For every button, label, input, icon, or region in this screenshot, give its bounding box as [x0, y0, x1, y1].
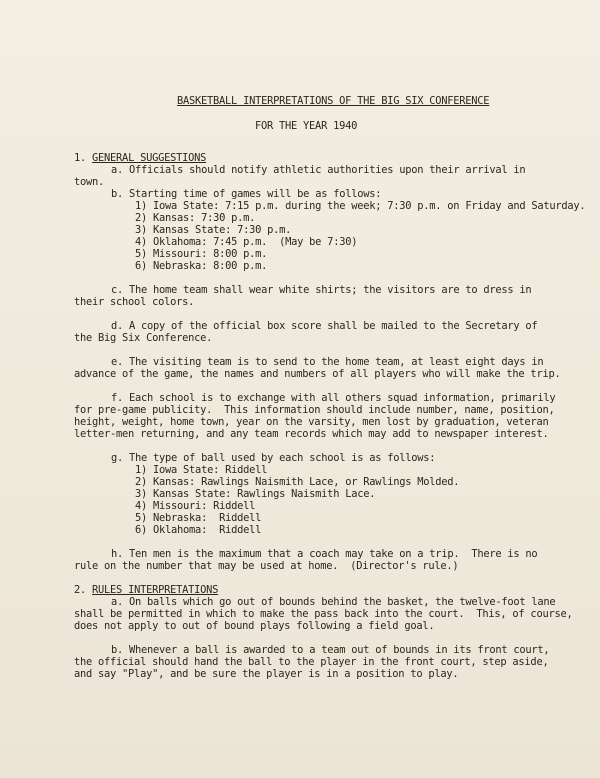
ball-type-item: 4) Missouri: Riddell [135, 500, 256, 512]
item-1a-line-1: a. Officials should notify athletic authorities upon their arrival in [111, 164, 526, 176]
item-1c-line-1: c. The home team shall wear white shirts; the visitors are to dress in [111, 284, 532, 296]
item-1g-intro: g. The type of ball used by each school is as follows: [111, 452, 436, 464]
item-2a-line-3: does not apply to out of bound plays following a field goal. [74, 620, 435, 632]
item-1f-line-1: f. Each school is to exchange with all others squad information, primarily [111, 392, 556, 404]
item-2b-line-2: the official should hand the ball to the player in the front court, step aside, [74, 656, 549, 668]
item-1f-line-2: for pre-game publicity. This information should include number, name, position, [74, 404, 555, 416]
document-subtitle: FOR THE YEAR 1940 [255, 120, 358, 132]
item-1c-line-2: their school colors. [74, 296, 195, 308]
ball-type-item: 6) Oklahoma: Riddell [135, 524, 262, 536]
start-time-item: 1) Iowa State: 7:15 p.m. during the week; 7:30 p.m. on Friday and Saturday. [135, 200, 586, 212]
item-1a-line-2: town. [74, 176, 105, 188]
item-1e-line-2: advance of the game, the names and numbers of all players who will make the trip. [74, 368, 561, 380]
section-1-heading [74, 152, 206, 164]
item-2a-line-2: shall be permitted in which to make the pass back into the court. This, of course, [74, 608, 573, 620]
item-2a-line-1: a. On balls which go out of bounds behind the basket, the twelve-foot lane [111, 596, 556, 608]
item-1h-line-1: h. Ten men is the maximum that a coach may take on a trip. There is no [111, 548, 538, 560]
section-1-number: 1. [74, 152, 93, 164]
item-1d-line-1: d. A copy of the official box score shall be mailed to the Secretary of [111, 320, 538, 332]
ball-type-item: 2) Kansas: Rawlings Naismith Lace, or Rawlings Molded. [135, 476, 460, 488]
ball-type-item: 5) Nebraska: Riddell [135, 512, 262, 524]
start-time-item: 2) Kansas: 7:30 p.m. [135, 212, 256, 224]
section-1-title: GENERAL SUGGESTIONS [92, 152, 207, 164]
document-title: BASKETBALL INTERPRETATIONS OF THE BIG SIX CONFERENCE [177, 95, 490, 107]
ball-type-item: 3) Kansas State: Rawlings Naismith Lace. [135, 488, 376, 500]
section-2-number: 2. [74, 584, 93, 596]
start-time-item: 4) Oklahoma: 7:45 p.m. (May be 7:30) [135, 236, 358, 248]
start-time-item: 6) Nebraska: 8:00 p.m. [135, 260, 268, 272]
item-2b-line-1: b. Whenever a ball is awarded to a team out of bounds in its front court, [111, 644, 550, 656]
item-1d-line-2: the Big Six Conference. [74, 332, 213, 344]
item-1h-line-2: rule on the number that may be used at home. (Director's rule.) [74, 560, 459, 572]
item-1b-intro: b. Starting time of games will be as follows: [111, 188, 382, 200]
item-1f-line-3: height, weight, home town, year on the varsity, men lost by graduation, veteran [74, 416, 549, 428]
start-time-item: 5) Missouri: 8:00 p.m. [135, 248, 268, 260]
ball-type-item: 1) Iowa State: Riddell [135, 464, 268, 476]
section-2-title: RULES INTERPRETATIONS [92, 584, 219, 596]
item-1f-line-4: letter-men returning, and any team records which may add to newspaper interest. [74, 428, 549, 440]
item-1e-line-1: e. The visiting team is to send to the home team, at least eight days in [111, 356, 544, 368]
item-2b-line-3: and say "Play", and be sure the player is in a position to play. [74, 668, 459, 680]
start-time-item: 3) Kansas State: 7:30 p.m. [135, 224, 292, 236]
section-2-heading [74, 584, 218, 596]
